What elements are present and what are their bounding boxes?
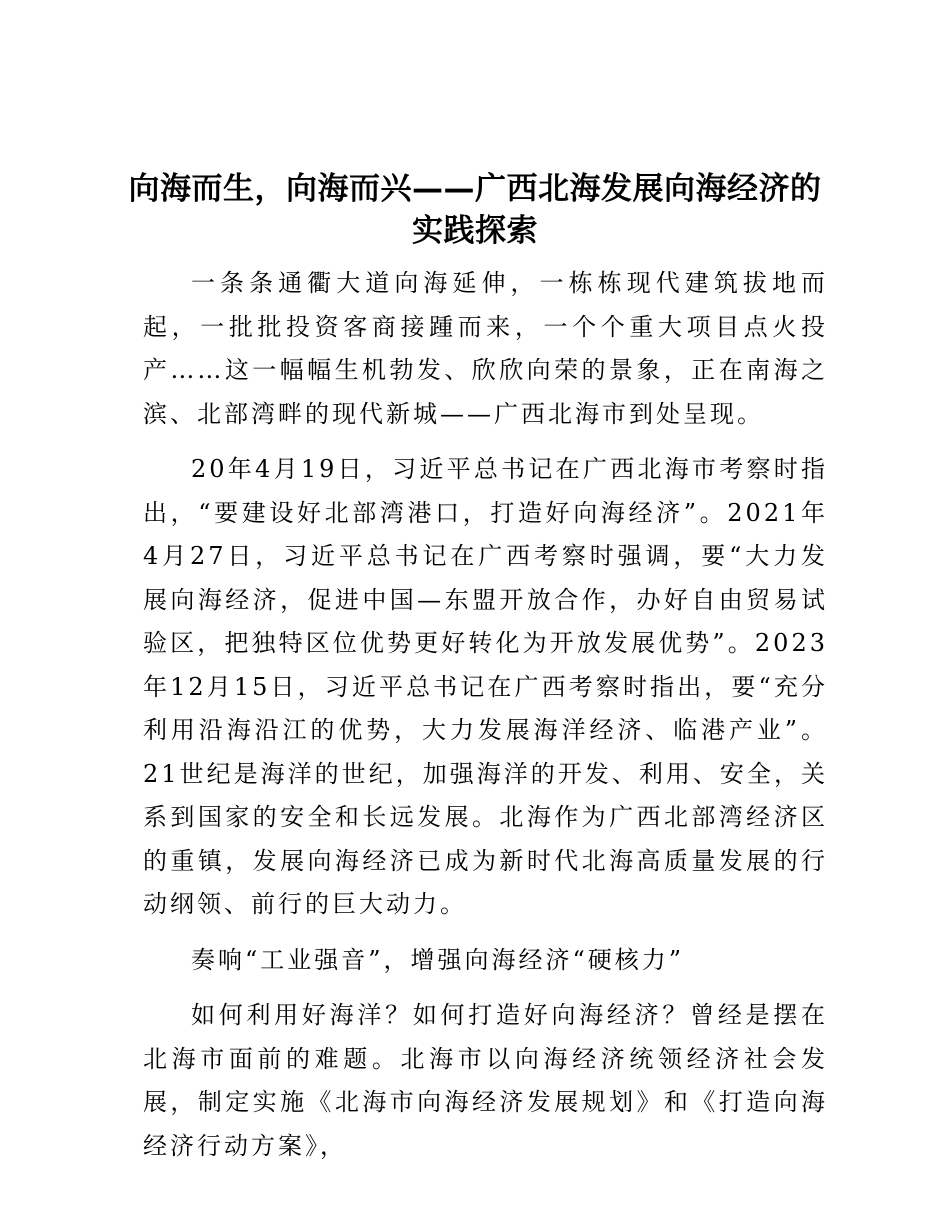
paragraph-section-intro: 如何利用好海洋？如何打造好向海经济？曾经是摆在北海市面前的难题。北海市以向海经济统领经济社会发展，制定实施《北海市向海经济发展规划》和《打造向海经济行动方案》，	[143, 1001, 828, 1160]
paragraph-background: 20年4月19日，习近平总书记在广西北海市考察时指出，“要建设好北部湾港口，打造好向海经济”。2021年4月27日，习近平总书记在广西考察时强调，要“大力发展向海经济，促进中国—东盟开放合作，办好自由贸易试验区，把独特区位优势更好转化为开放发展优势”。2023年12月15日，习近平总书记在广西考察时指出，要“充分利用沿海沿江的优势，大力发展海洋经济、临港产业”。21世纪是海洋的世纪，加强海洋的开发、利用、安全，关系到国家的安全和长远发展。北海作为广西北部湾经济区的重镇，发展向海经济已成为新时代北海高质量发展的行动纲领、前行的巨大动力。	[143, 455, 828, 918]
document-title: 向海而生，向海而兴——广西北海发展向海经济的实践探索	[128, 171, 822, 249]
paragraph-intro: 一条条通衢大道向海延伸，一栋栋现代建筑拔地而起，一批批投资客商接踵而来，一个个重大项目点火投产……这一幅幅生机勃发、欣欣向荣的景象，正在南海之滨、北部湾畔的现代新城——广西北海市到处呈现。	[143, 269, 828, 428]
section-heading: 奏响“工业强音”，增强向海经济“硬核力”	[191, 945, 685, 974]
document-body	[143, 262, 828, 1180]
